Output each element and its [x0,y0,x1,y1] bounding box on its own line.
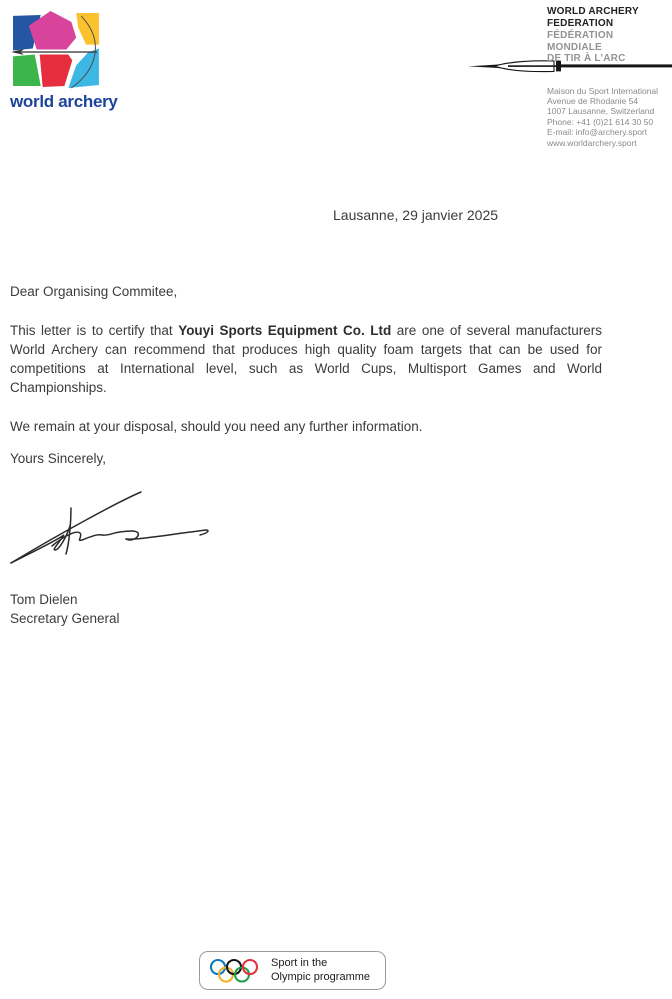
olympic-badge-text: Sport in the Olympic programme [271,957,371,983]
olympic-programme-badge [199,951,386,990]
body-text: are one of several manufacturers World Archery can recommend that produces high quality foam targets that can be used for competitions at International level, such as World Cups, Multisport Games and World Championships. [10,323,602,395]
signer-title: Secretary General [10,611,120,626]
company-name: Youyi Sports Equipment Co. Ltd [178,323,392,338]
org-address [547,86,672,148]
address-line: 1007 Lausanne, Switzerland [547,106,655,117]
body-paragraph-2: We remain at your disposal, should you need any further information. [10,419,423,434]
world-archery-logo [10,10,130,112]
org-name-en: WORLD ARCHERY FEDERATION [547,6,639,29]
logo-wordmark: world archery [10,92,118,111]
signature-image [8,486,218,568]
dateline: Lausanne, 29 janvier 2025 [333,207,499,223]
body-text: This letter is to certify that [10,323,179,338]
salutation: Dear Organising Commitee, [10,284,178,299]
signer-name: Tom Dielen [10,592,78,607]
org-name-fr: FÉDÉRATION MONDIALE DE TIR À L'ARC [547,30,626,64]
address-line: E-mail: info@archery.sport [547,127,648,138]
letterhead-contact-block [547,6,672,148]
address-line: www.worldarchery.sport [547,137,637,148]
olympic-rings-icon [209,958,261,984]
address-line: Maison du Sport International [547,85,659,96]
body-paragraph-1 [10,321,602,397]
address-line: Avenue de Rhodanie 54 [547,95,639,106]
address-line: Phone: +41 (0)21 614 30 50 [547,116,654,127]
signature-block [10,590,120,628]
world-archery-logo-icon [10,10,101,89]
closing-line: Yours Sincerely, [10,451,107,466]
